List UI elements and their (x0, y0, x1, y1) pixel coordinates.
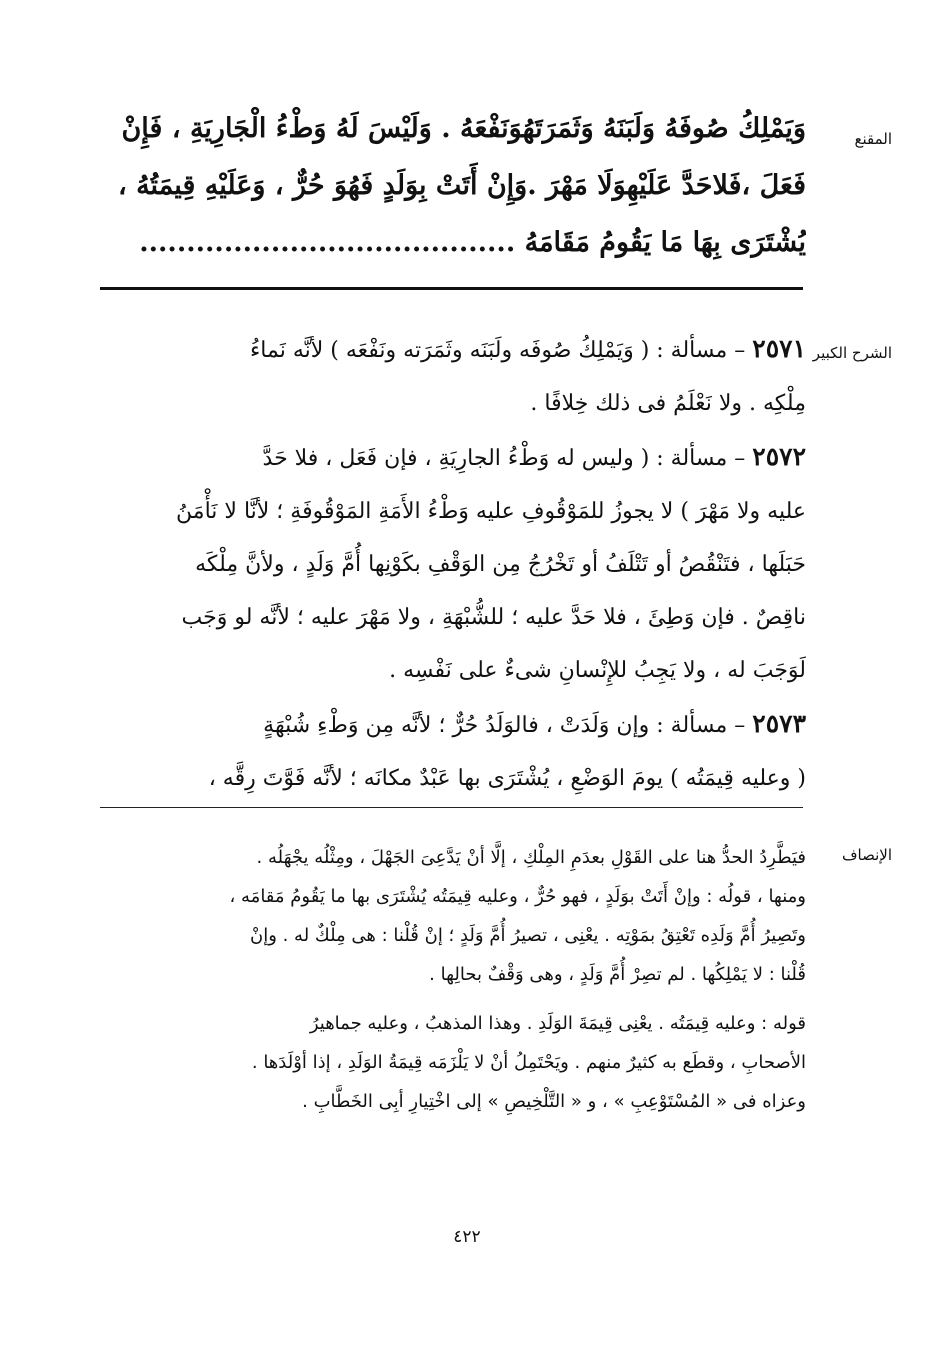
masala-number: ٢٥٧١ (752, 334, 806, 363)
muqni-text (101, 100, 806, 271)
masala-text: – مسألة : وإن وَلَدَتْ ، فالوَلَدُ حُرٌّ ؛ لأنَّه مِن وَطْءِ شُبْهَةٍ (263, 713, 746, 738)
muqni-line: فَعَلَ ،فَلاحَدَّ عَلَيْهِوَلَا مَهْرَ .وَإِنْ أَتَتْ بِوَلَدٍ فَهُوَ حُرٌّ ، وَعَلَيْهِ قِيمَتُهُ ، (117, 170, 806, 201)
sharh-text (101, 322, 806, 805)
masala-first-line (101, 322, 806, 377)
masala-number: ٢٥٧٣ (752, 709, 806, 738)
insaf-line: وتَصِيرُ أُمَّ وَلَدِه تَعْتِقُ بمَوْتِه . يعْنِى ، تصيرُ أُمَّ وَلَدٍ ؛ إنْ قُلْنا : هى مِلْكٌ له . وإنْ (249, 925, 806, 946)
masala-text: – مسألة : ( وليس له وَطْءُ الجارِيَةِ ، فإن فَعَل ، فلا حَدَّ (262, 446, 746, 471)
masala-line: عليه ولا مَهْرَ ) لا يجوزُ للمَوْقُوفِ عليه وَطْءُ الأَمَةِ المَوْقُوفَةِ ؛ لأنَّا لا نَأْمَنُ (176, 499, 806, 524)
insaf-label: الإنصاف (841, 846, 892, 864)
masala-line: ( وعليه قِيمَتُه ) يومَ الوَضْعِ ، يُشْتَرَى بها عَبْدٌ مكانَه ؛ لأنَّه فَوَّتَ رِقَّه ، (208, 766, 806, 791)
masala-text: – مسألة : ( وَيَمْلِكُ صُوفَه ولَبَنَه وثَمَرَته ونَفْعَه ) لأنَّه نَماءُ (249, 338, 746, 363)
masala-number: ٢٥٧٢ (752, 442, 806, 471)
muqni-line: يُشْتَرَى بِهَا مَا يَقُومُ مَقَامَهُ ........................................ (139, 227, 806, 258)
masala-line: حَبَلَها ، فتَنْقُصُ أو تَتْلَفُ أو تَخْرُجُ مِن الوَقْفِ بكَوْنِها أُمَّ وَلَدٍ ، ولأنَّ مِلْكَه (195, 552, 806, 577)
insaf-line: ومنها ، قولُه : وإنْ أَتَتْ بوَلَدٍ ، فهو حُرٌّ ، وعليه قِيمَتُه يُشْتَرَى بها ما يَقُومُ مَقامَه ، (229, 886, 806, 907)
section-divider-thin (100, 807, 803, 808)
masala-paragraph (101, 430, 806, 697)
insaf-line: قوله : وعليه قِيمَتُه . يعْنِى قِيمَةَ الوَلَدِ . وهذا المذهبُ ، وعليه جماهيرُ (309, 1013, 806, 1034)
insaf-line: الأصحابِ ، وقطَع به كثيرٌ منهم . ويَحْتَمِلُ أنْ لا يَلْزَمَه قِيمَةُ الوَلَدِ ، إذا أوْلَدَها . (251, 1052, 806, 1073)
insaf-line: وعزاه فى « المُسْتَوْعِبِ » ، و « التَّلْخِيصِ » إلى اخْتِيارِ أبِى الخَطَّابِ . (302, 1091, 806, 1112)
masala-paragraph (101, 322, 806, 430)
insaf-paragraph (101, 838, 806, 994)
page-number: ٤٢٢ (453, 1227, 481, 1247)
masala-paragraph (101, 697, 806, 805)
paragraph-gap (101, 994, 806, 1004)
sharh-label: الشرح الكبير (812, 344, 892, 362)
insaf-line: فيَطَّرِدُ الحدُّ هنا على القَوْلِ بعدَمِ المِلْكِ ، إلَّا أنْ يَدَّعِىَ الجَهْلَ ، ومِثْلُه يجْهَلُه . (256, 847, 806, 868)
masala-line: مِلْكِه . ولا نَعْلَمُ فى ذلك خِلافًا . (530, 391, 806, 416)
masala-first-line (101, 697, 806, 752)
masala-line: لَوَجَبَ له ، ولا يَجِبُ للإِنْسانِ شىءٌ على نَفْسِه . (389, 658, 806, 683)
insaf-text (101, 838, 806, 1121)
muqni-line: وَيَمْلِكُ صُوفَهُ وَلَبَنَهُ وَثَمَرَتَهُوَنَفْعَهُ . وَلَيْسَ لَهُ وَطْءُ الْجَارِيَةِ ، فَإِنْ (121, 113, 806, 144)
muqni-label: المقنع (854, 130, 892, 148)
insaf-paragraph (101, 1004, 806, 1121)
masala-first-line (101, 430, 806, 485)
insaf-line: قُلْنا : لا يَمْلِكُها . لم تصِرْ أُمَّ وَلَدٍ ، وهى وَقْفٌ بحالِها . (429, 964, 806, 985)
masala-line: ناقِصٌ . فإن وَطِئَ ، فلا حَدَّ عليه ؛ للشُّبْهَةِ ، ولا مَهْرَ عليه ؛ لأنَّه لو وَجَب (181, 605, 806, 630)
section-divider-thick (100, 287, 803, 290)
